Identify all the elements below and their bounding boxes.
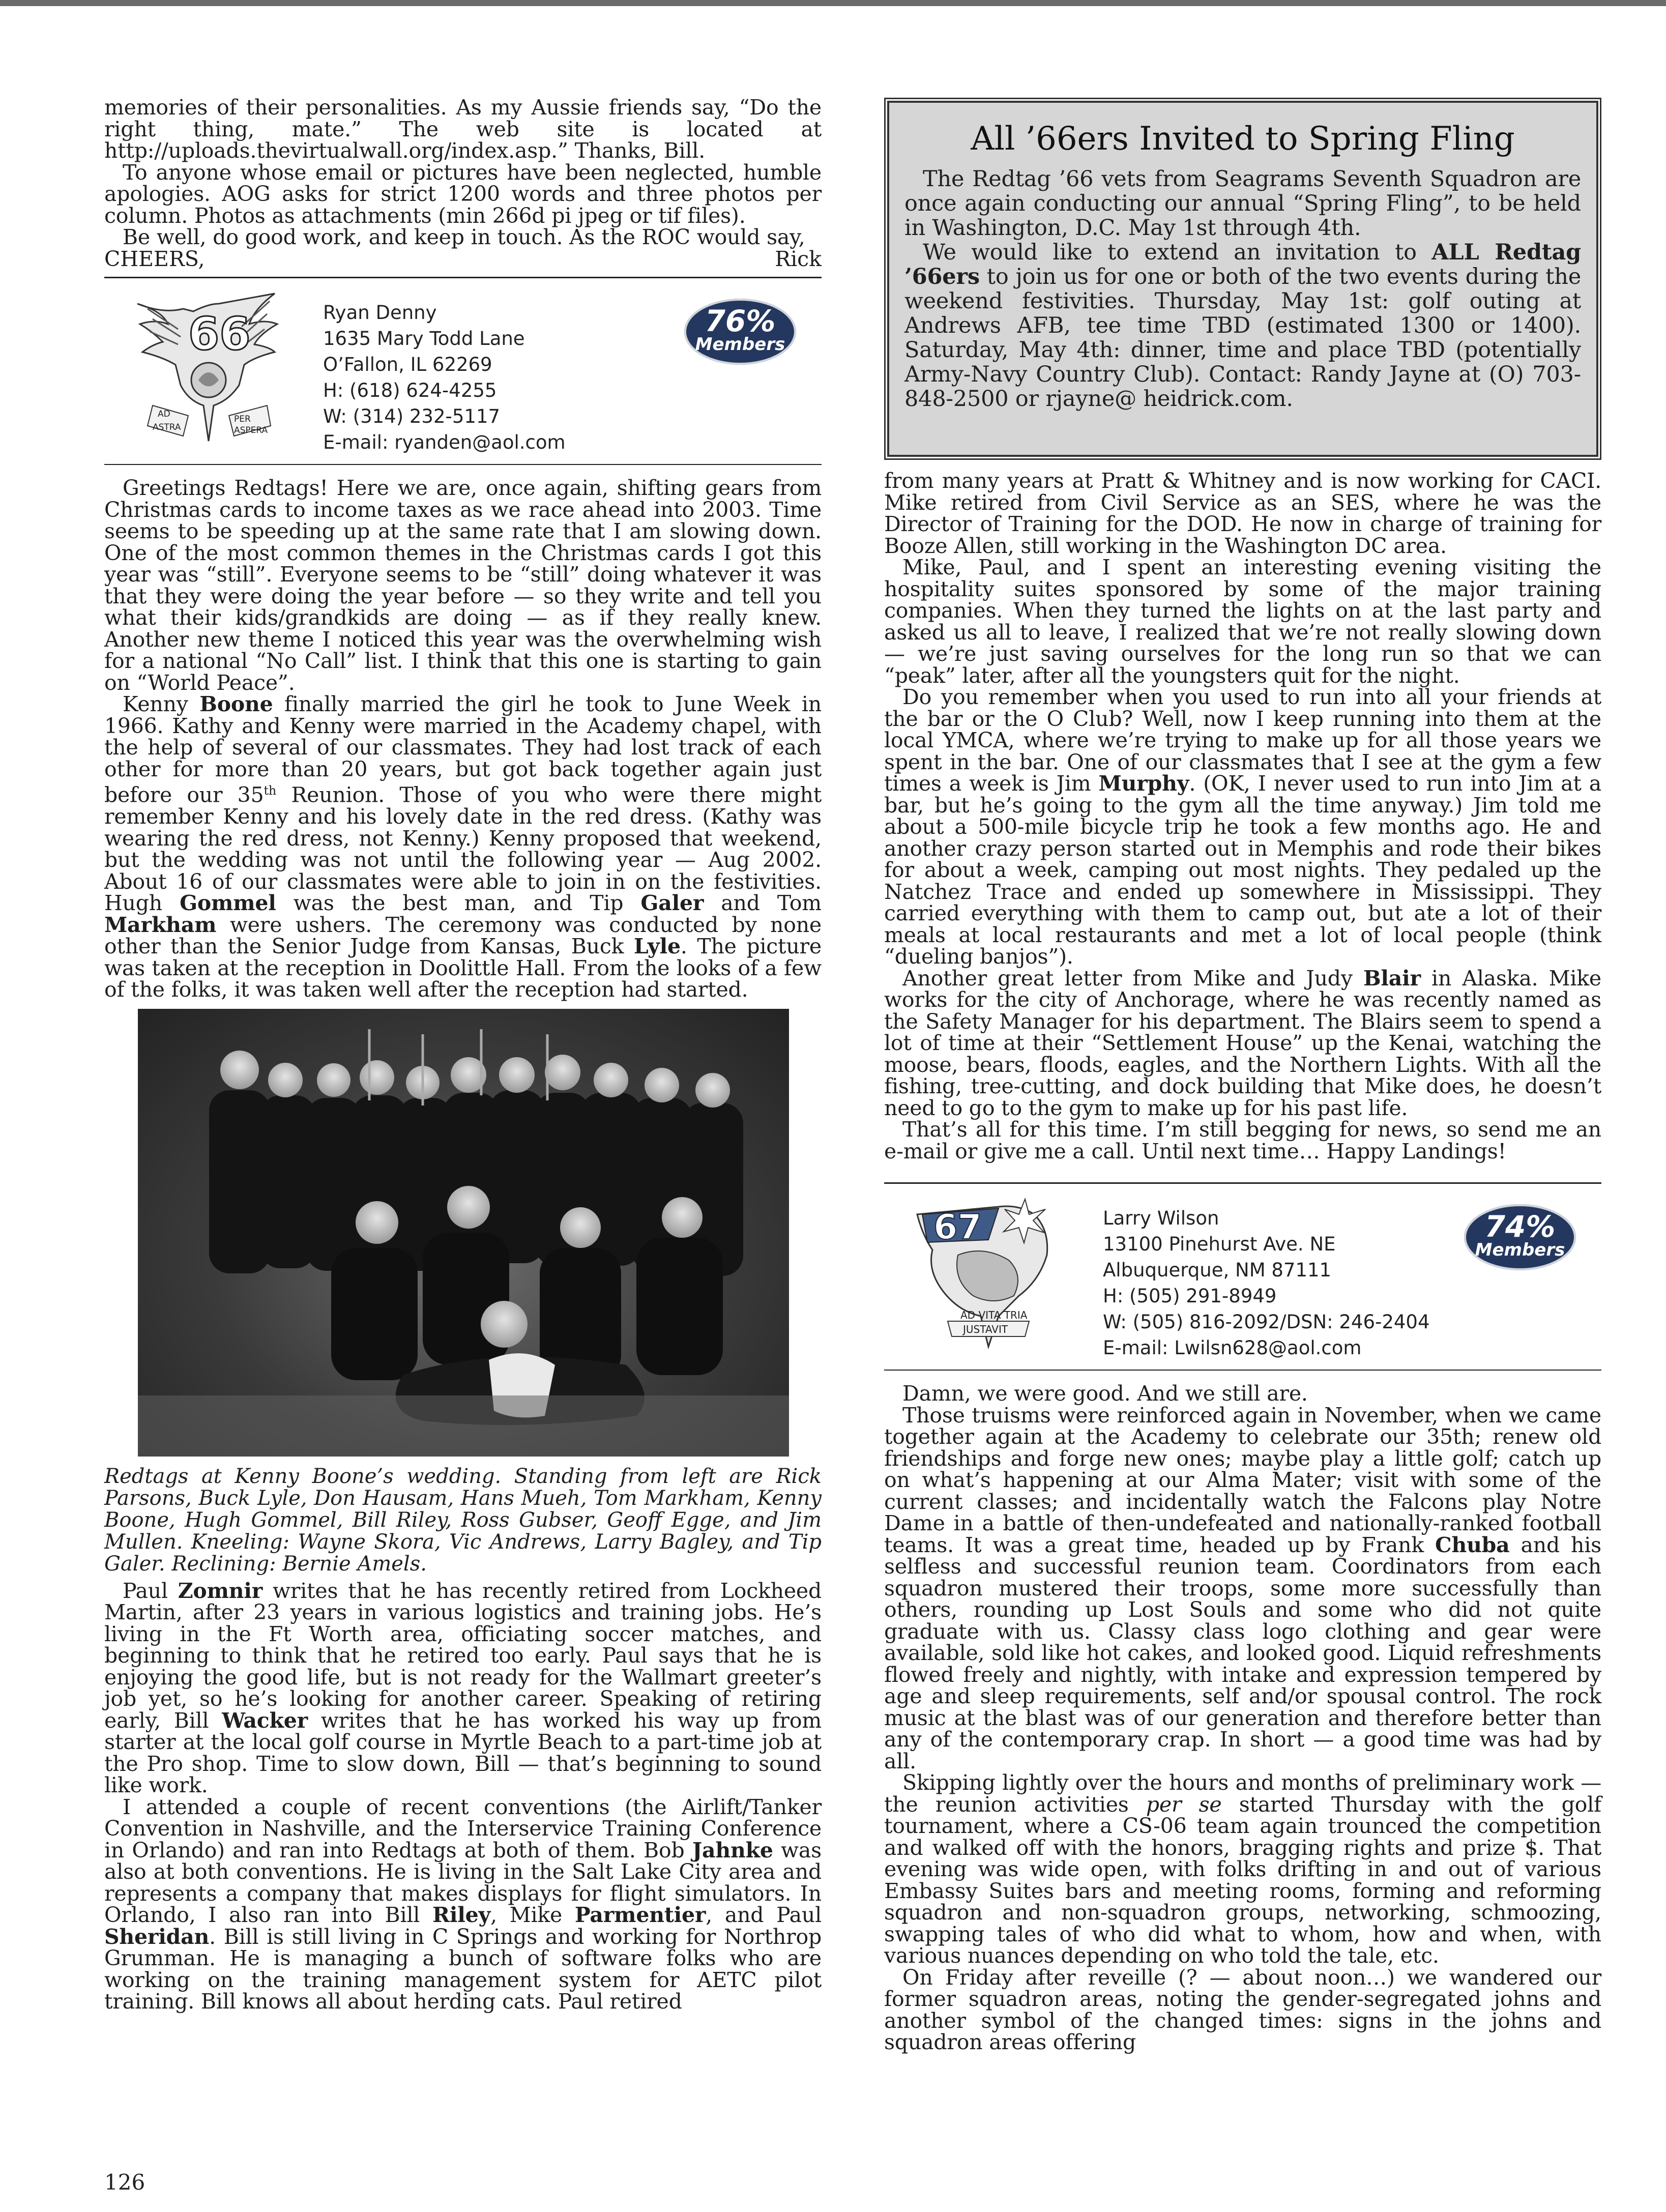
- signoff-left: CHEERS,: [104, 246, 205, 271]
- paragraph: Mike, Paul, and I spent an interesting evening visiting the hospitality suites sponsored by some of the major training companies. When they turned the lights on at the last party and asked us all to leave, I realized that we’re not really slowing down — we’re just saving ourselves for the long run so that we can “peak” later, after all the youngsters quit for the night.: [884, 555, 1601, 688]
- scribe-work-phone: W: (314) 232-5117: [323, 405, 501, 427]
- scribe-contact: [323, 300, 566, 455]
- scribe-street: 1635 Mary Todd Lane: [323, 328, 525, 350]
- crest-motto: ASTRA: [153, 422, 181, 432]
- scribe-name: Larry Wilson: [1103, 1207, 1219, 1229]
- page-number: 126: [104, 2170, 145, 2195]
- paragraph: Paul Zomnir writes that he has recently retired from Lockheed Martin, after 23 years in various logistics and training jobs. He’s living in the Ft Worth area, officiating soccer matches, and beginning to think that he retired too early. Paul says that he is enjoying the good life, but is not ready for the Wallmart greeter’s job yet, so he’s looking for another career. Speaking of retiring early, Bill Wacker writes that he has worked his way up from starter at the local golf course in Myrtle Beach to a part-time job at the Pro shop. Time to slow down, Bill — that’s beginning to sound like work.: [104, 1578, 822, 1798]
- scribe-email: E-mail: Lwilsn628@aol.com: [1103, 1337, 1362, 1359]
- left-column: [104, 97, 822, 2013]
- scribe-city: Albuquerque, NM 87111: [1103, 1259, 1332, 1281]
- crest-number: 66: [188, 308, 251, 360]
- paragraph: Kenny Boone finally married the girl he took to June Week in 1966. Kathy and Kenny were married in the Academy chapel, with the help of several of our classmates. They had lost track of each other for more than 20 years, but got back together again just before our 35th Reunion. Those of you who were there might remember Kenny and his lovely date in the red dress. (Kathy was wearing the red dress, not Kenny.) Kenny proposed that weekend, but the wedding was not until the following year — Aug 2002. About 16 of our classmates were able to join in on the festivities. Hugh Gommel was the best man, and Tip Galer and Tom Markham were ushers. The ceremony was conducted by none other than the Senior Judge from Kansas, Buck Lyle. The picture was taken at the reception in Doolittle Hall. From the looks of a few of the folks, it was taken well after the reception had started.: [104, 692, 822, 1002]
- paragraph: Greetings Redtags! Here we are, once again, shifting gears from Christmas cards to income taxes as we race ahead into 2003. Time seems to be speeding up at the same rate that I am slowing down. One of the most common themes in the Christmas cards I got this year was “still”. Everyone seems to be “still” doing whatever it was that they were doing the year before — so they write and tell you what their kids/grandkids are doing — as if they really knew. Another new theme I noticed this year was the overwhelming wish for a national “No Call” list. I think that this one is starting to gain on “World Peace”.: [104, 476, 822, 695]
- crest-motto: AD VITA TRIA: [960, 1309, 1028, 1321]
- scribe-home-phone: H: (505) 291-8949: [1103, 1285, 1277, 1307]
- scribe-name: Ryan Denny: [323, 302, 437, 324]
- scribe-street: 13100 Pinehurst Ave. NE: [1103, 1233, 1336, 1255]
- paragraph: memories of their personalities. As my Aussie friends say, “Do the right thing, mate.” The web site is located at http://uploads.thevirtualwall.org/index.asp.” Thanks, Bill.: [104, 95, 822, 163]
- group-photo-image: [138, 1009, 789, 1457]
- crest-motto: PER: [234, 414, 251, 424]
- scribe-contact: [1103, 1205, 1430, 1361]
- class-1967-header: [884, 1182, 1601, 1371]
- class-crest-icon: [912, 1194, 1065, 1357]
- paragraph: The Redtag ’66 vets from Seagrams Seventh Squadron are once again conducting our annual “Spring Fling”, to be held in Washington, D.C. May 1st through 4th.: [904, 166, 1581, 241]
- membership-label: Members: [1475, 1240, 1565, 1260]
- membership-percent: 76%: [705, 304, 776, 338]
- paragraph: Those truisms were reinforced again in November, when we came together again at the Academy to celebrate our 35th; renew old friendships and forge new ones; maybe play a little golf; catch up on what’s happening at our Alma Mater; visit with some of the current classes; and incidentally watch the Falcons play Notre Dame in a battle of then-undefeated and nationally-ranked football teams. It was a great time, headed up by Frank Chuba and his selfless and successful reunion team. Coordinators from each squadron mustered their troops, some more successfully than others, rounding up Lost Souls and some who did not quite graduate with us. Classy class logo clothing and gear were available, sold like hot cakes, and looked good. Liquid refreshments flowed freely and nightly, with intake and expression tempered by age and sleep requirements, self and/or spousal control. The rock music at the blast was of our generation and therefore better than any of the contemporary crap. In short — a good time was had by all.: [884, 1403, 1601, 1773]
- membership-badge: [684, 299, 796, 365]
- wedding-photo: [138, 1009, 789, 1457]
- class-crest-icon: [132, 288, 285, 451]
- paragraph: Do you remember when you used to run into all your friends at the bar or the O Club? Well, now I keep running into them at the local YMCA, where we’re trying to make up for all those years we spent in the bar. One of our classmates that I see at the gym a few times a week is Jim Murphy. (OK, I never used to run into Jim at a bar, but he’s going to the gym all the time anyway.) Jim told me about a 500-mile bicycle trip he took a few months ago. He and another crazy person started out in Memphis and rode their bikes for about a week, camping out most nights. They pedaled up the Natchez Trace and ended up somewhere in Mississippi. They carried everything with them to camp out, but ate a lot of their meals at local restaurants and met a lot of local people (think “dueling banjos”).: [884, 685, 1601, 969]
- right-column: [884, 97, 1601, 2053]
- membership-label: Members: [695, 334, 785, 355]
- scribe-work-phone: W: (505) 816-2092/DSN: 246-2404: [1103, 1311, 1430, 1333]
- paragraph: I attended a couple of recent conventions (the Airlift/Tanker Convention in Nashville, and the Interservice Training Conference in Orlando) and ran into Redtags at both of them. Bob Jahnke was also at both conventions. He is living in the Salt Lake City area and represents a company that makes displays for flight simulators. In Orlando, I also ran into Bill Riley, Mike Parmentier, and Paul Sheridan. Bill is still living in C Springs and working for Northrop Grumman. He is managing a bunch of software folks who are working on the training management system for AETC pilot training. Bill knows all about herding cats. Paul retired: [104, 1794, 822, 2014]
- paragraph: Be well, do good work, and keep in touch. As the ROC would say,: [123, 225, 805, 249]
- paragraph: Damn, we were good. And we still are.: [902, 1381, 1308, 1406]
- crest-motto: AD: [158, 409, 170, 419]
- scribe-home-phone: H: (618) 624-4255: [323, 380, 497, 401]
- spring-fling-title: All ’66ers Invited to Spring Fling: [971, 120, 1515, 158]
- paragraph: To anyone whose email or pictures have been neglected, humble apologies. AOG asks for strict 1200 words and three photos per column. Photos as attachments (min 266d pi jpeg or tif files).: [104, 160, 822, 228]
- class-1966-header: [104, 277, 822, 465]
- top-rule: [0, 0, 1666, 6]
- membership-badge: [1464, 1204, 1576, 1270]
- membership-percent: 74%: [1484, 1209, 1556, 1244]
- photo-caption: Redtags at Kenny Boone’s wedding. Standing from left are Rick Parsons, Buck Lyle, Don Hausam, Hans Mueh, Tom Markham, Kenny Boone, Hugh Gommel, Bill Riley, Ross Gubser, Geoff Egge, and Jim Mullen. Kneeling: Wayne Skora, Vic Andrews, Larry Bagley, and Tip Galer. Reclining: Bernie Amels.: [104, 1464, 822, 1576]
- crest-motto: ASPERA: [234, 425, 268, 435]
- crest-number: 67: [933, 1207, 982, 1247]
- paragraph: We would like to extend an invitation to ALL Redtag ’66ers to join us for one or both of the two events during the weekend festivities. Thursday, May 1st: golf outing at Andrews AFB, tee time TBD (estimated 1300 or 1400). Saturday, May 4th: dinner, time and place TBD (potentially Army-Navy Country Club). Contact: Randy Jayne at (O) 703-848-2500 or rjayne@ heidrick.com.: [904, 240, 1581, 412]
- paragraph: Another great letter from Mike and Judy Blair in Alaska. Mike works for the city of Anchorage, where he was recently named as the Safety Manager for his department. The Blairs seem to spend a lot of time at their “Settlement House” up the Kenai, watching the moose, bears, floods, eagles, and the Northern Lights. With all the fishing, tree-cutting, and dock building that Mike does, he doesn’t need to go to the gym to make up for his past life.: [884, 966, 1601, 1120]
- signoff-right: Rick: [775, 246, 822, 271]
- paragraph: Skipping lightly over the hours and months of preliminary work — the reunion activities per se started Thursday with the golf tournament, where a CS-06 team again trounced the competition and walked off with the honors, bragging rights and prize $. That evening was wide open, with folks drifting in and out of various Embassy Suites bars and meeting rooms, forming and reforming squadron and non-squadron groups, networking, schmoozing, swapping tales of who did what to whom, how and when, with various nuances depending on who told the tale, etc.: [884, 1770, 1602, 1968]
- crest-motto: JUSTAVIT: [963, 1323, 1008, 1335]
- paragraph: On Friday after reveille (? — about noon…) we wandered our former squadron areas, noting the gender-segregated johns and another symbol of the changed times: signs in the johns and squadron areas offering: [884, 1965, 1601, 2054]
- signoff: [104, 248, 822, 270]
- spring-fling-box: [887, 101, 1598, 457]
- scribe-city: O’Fallon, IL 62269: [323, 354, 492, 375]
- paragraph: from many years at Pratt & Whitney and is now working for CACI. Mike retired from Civil Service as an SES, where he was the Director of Training for the DOD. He now in charge of training for Booze Allen, still working in the Washington DC area.: [884, 469, 1601, 558]
- scribe-email: E-mail: ryanden@aol.com: [323, 431, 566, 453]
- paragraph: That’s all for this time. I’m still begging for news, so send me an e-mail or give me a call. Until next time… Happy Landings!: [884, 1117, 1601, 1163]
